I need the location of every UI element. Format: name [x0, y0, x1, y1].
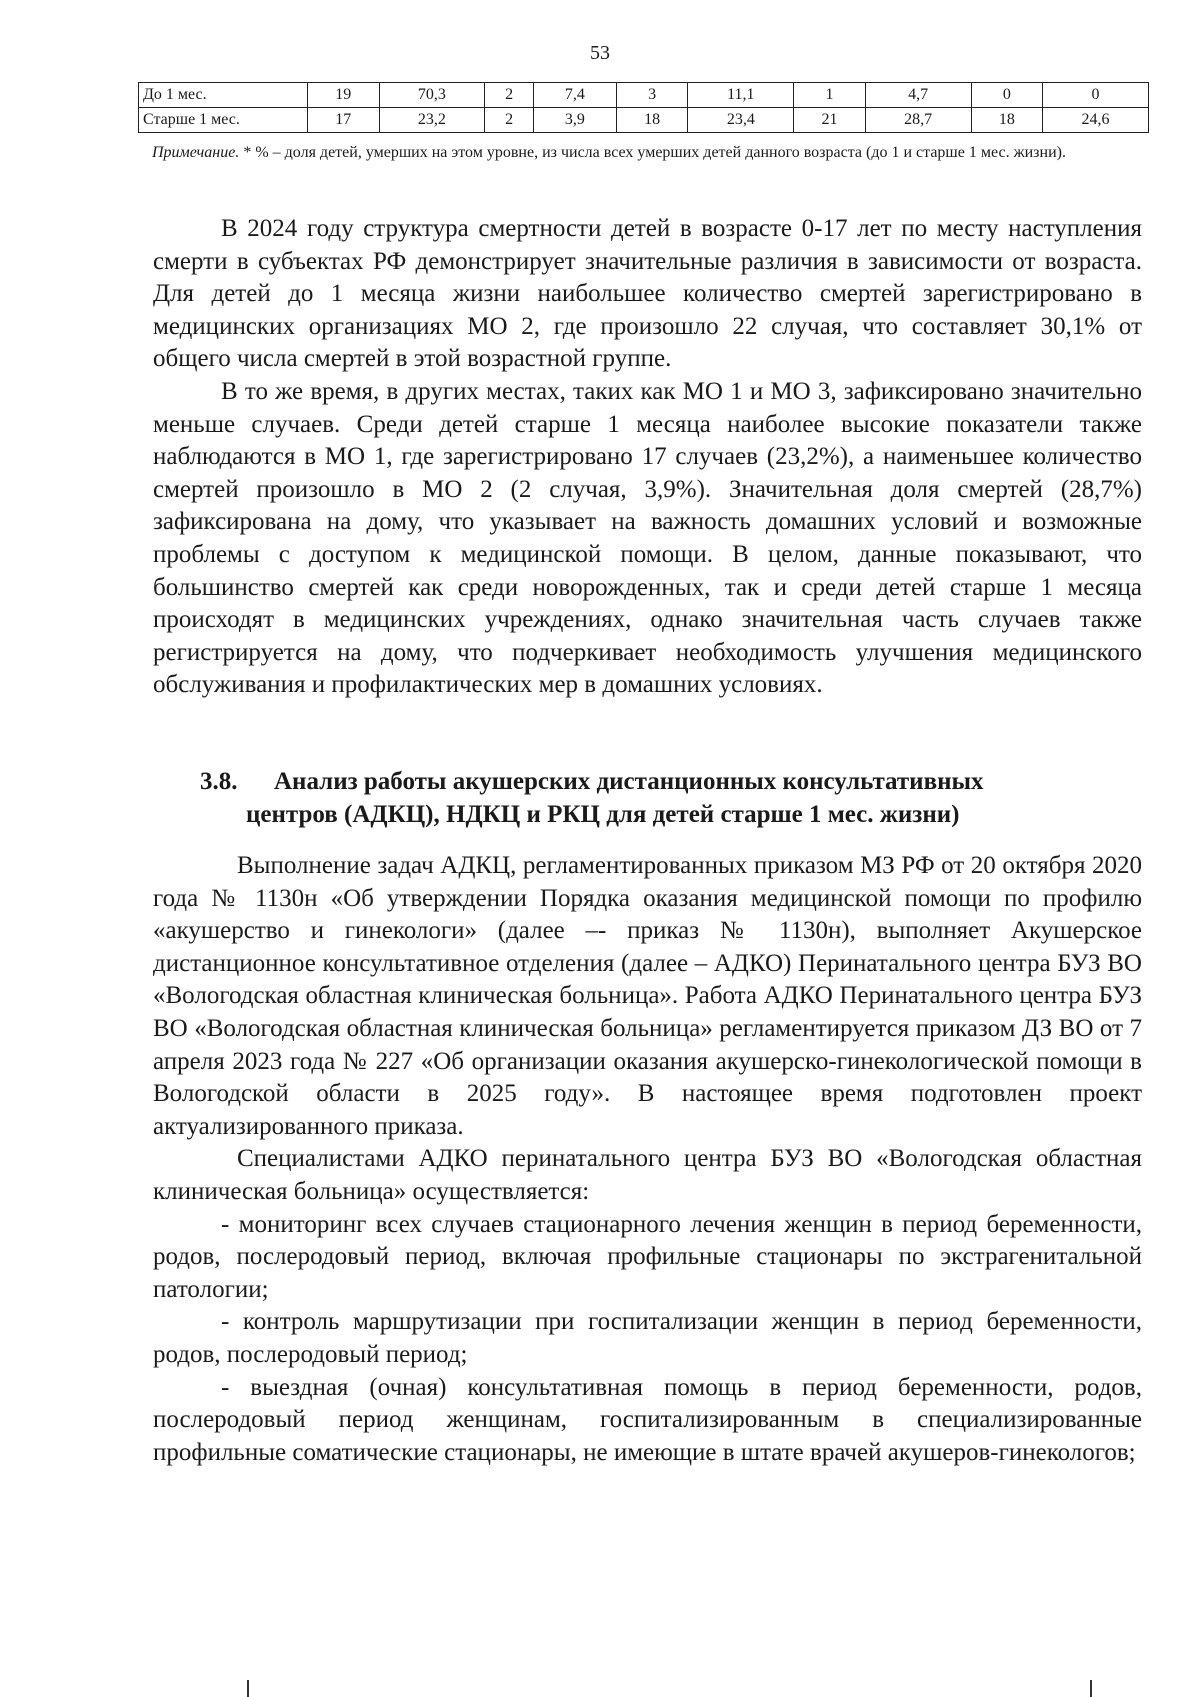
page-number: 53 — [590, 42, 610, 64]
section-title-line-2: центров (АДКЦ), НДКЦ и РКЦ для детей старше 1 мес. жизни) — [246, 801, 960, 828]
table-row — [139, 83, 1149, 108]
list-item: - мониторинг всех случаев стационарного лечения женщин в период беременности, родов, послеродовый период, включая профильные стационары по экстрагенитальной патологии; — [153, 1210, 1142, 1303]
table-cell: 2 — [485, 83, 534, 108]
table-note — [152, 142, 1142, 164]
text-block-adkc — [153, 850, 1142, 1469]
table-cell: 18 — [616, 108, 688, 133]
text-block-mortality — [153, 213, 1142, 702]
table-row-label: Старше 1 мес. — [139, 108, 308, 133]
table-cell: 23,2 — [379, 108, 485, 133]
table-cell: 28,7 — [865, 108, 971, 133]
table-cell: 18 — [971, 108, 1043, 133]
mortality-table — [138, 82, 1149, 133]
list-item: - выездная (очная) консультативная помощь в период беременности, родов, послеродовый период женщинам, госпитализированным в специализированные профильные соматические стационары, не имеющие в штате врачей акушеров-гинекологов; — [153, 1373, 1142, 1466]
list-item: - контроль маршрутизации при госпитализации женщин в период беременности, родов, послеродовый период; — [153, 1308, 1142, 1368]
table-cell: 70,3 — [379, 83, 485, 108]
paragraph: Выполнение задач АДКЦ, регламентированных приказом МЗ РФ от 20 октября 2020 года № 1130н «Об утверждении Порядка оказания медицинской помощи по профилю «акушерство и гинекологи» (далее –- приказ № 1130н), выполняет Акушерское дистанционное консультативное отделения (далее – АДКО) Перинатального центра БУЗ ВО «Вологодская областная клиническая больница». Работа АДКО Перинатального центра БУЗ ВО «Вологодская областная клиническая больница» регламентируется приказом ДЗ ВО от 7 апреля 2023 года № 227 «Об организации оказания акушерско-гинекологической помощи в Вологодской области в 2025 году». В настоящее время подготовлен проект актуализированного приказа. — [153, 852, 1142, 1140]
table-cell: 0 — [1043, 83, 1149, 108]
table-note-text: * % – доля детей, умерших на этом уровне, из числа всех умерших детей данного возраста (до 1 и старше 1 мес. жизни). — [239, 144, 1066, 161]
table-cell: 1 — [794, 83, 866, 108]
table-cell: 19 — [308, 83, 380, 108]
table-cell: 17 — [308, 108, 380, 133]
section-title-line-1: Анализ работы акушерских дистанционных консультативных — [274, 768, 984, 795]
section-number: 3.8. — [200, 768, 238, 795]
crop-mark — [247, 1680, 249, 1697]
crop-mark — [1090, 1680, 1092, 1697]
table-cell: 0 — [971, 83, 1043, 108]
paragraph: Специалистами АДКО перинатального центра БУЗ ВО «Вологодская областная клиническая больница» осуществляется: — [153, 1145, 1142, 1205]
table-note-label: Примечание. — [152, 144, 240, 161]
table-row — [139, 108, 1149, 133]
section-heading — [200, 765, 1100, 831]
table-cell: 3,9 — [533, 108, 616, 133]
table-row-label: До 1 мес. — [139, 83, 308, 108]
table-cell: 23,4 — [688, 108, 794, 133]
table-cell: 4,7 — [865, 83, 971, 108]
table-cell: 2 — [485, 108, 534, 133]
table-cell: 7,4 — [533, 83, 616, 108]
table-cell: 24,6 — [1043, 108, 1149, 133]
paragraph: В 2024 году структура смертности детей в возрасте 0-17 лет по месту наступления смерти в субъектах РФ демонстрирует значительные различия в зависимости от возраста. Для детей до 1 месяца жизни наибольшее количество смертей зарегистрировано в медицинских организациях МО 2, где произошло 22 случая, что составляет 30,1% от общего числа смертей в этой возрастной группе. — [153, 215, 1142, 373]
table-cell: 3 — [616, 83, 688, 108]
paragraph: В то же время, в других местах, таких как МО 1 и МО 3, зафиксировано значительно меньше случаев. Среди детей старше 1 месяца наиболее высокие показатели также наблюдаются в МО 1, где зарегистрировано 17 случаев (23,2%), а наименьшее количество смертей произошло в МО 2 (2 случая, 3,9%). Значительная доля смертей (28,7%) зафиксирована на дому, что указывает на важность домашних условий и возможные проблемы с доступом к медицинской помощи. В целом, данные показывают, что большинство смертей как среди новорожденных, так и среди детей старше 1 месяца происходят в медицинских учреждениях, однако значительная часть случаев также регистрируется на дому, что подчеркивает необходимость улучшения медицинского обслуживания и профилактических мер в домашних условиях. — [153, 377, 1142, 699]
table-cell: 11,1 — [688, 83, 794, 108]
table-cell: 21 — [794, 108, 866, 133]
